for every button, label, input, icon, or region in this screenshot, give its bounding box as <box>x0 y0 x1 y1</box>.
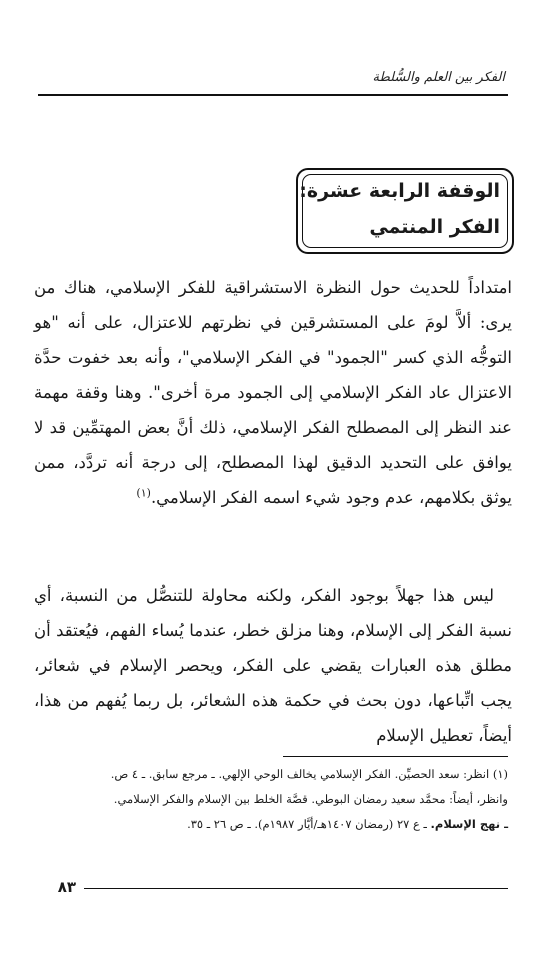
footnote-marker: (١) <box>136 486 151 500</box>
section-title-line2: الفكر المنتمي <box>369 216 500 238</box>
footnote-line-3 <box>36 812 508 836</box>
paragraph-1-text: امتداداً للحديث حول النظرة الاستشراقية للفكر الإسلامي، هناك من يرى: ألاَّ لومَ على المستشرقين في نظرتهم للاعتزال، على أنه "هو التوجُّه الذي كسر "الجمود" في الفكر الإسلامي"، وأنه بعد خفوت حدَّة الاعتزال عاد الفكر الإسلامي إلى الجمود مرة أخرى". وهنا وقفة مهمة عند النظر إلى المصطلح الفكر الإسلامي، ذلك أنَّ بعض المهتمِّين قد لا يوافق على التحديد الدقيق لهذا المصطلح، إلى درجة أنه تردَّد، ممن يوثق بكلامهم، عدم وجود شيء اسمه الفكر الإسلامي. <box>34 278 512 507</box>
paragraph-2-text: ليس هذا جهلاً بوجود الفكر، ولكنه محاولة للتنصُّل من النسبة، أي نسبة الفكر إلى الإسلام، وهنا مزلق خطر، عندما يُساء الفهم، فيُعتقد أن مطلق هذه العبارات يقضي على الفكر، ويحصر الإسلام في شعائر، يجب اتِّباعها، دون بحث في حكمة هذه الشعائر، بل ربما يُفهم من هذا، أيضاً، تعطيل الإسلام <box>34 586 512 745</box>
footnote-separator <box>283 756 508 757</box>
footnote-journal-name: ـ نهج الإسلام. <box>430 817 508 831</box>
footnote-line-2: وانظر، أيضاً: محمَّد سعيد رمضان البوطي. قصَّة الخلط بين الإسلام والفكر الإسلامي. <box>113 792 508 806</box>
body-paragraph-1 <box>34 270 512 515</box>
page-number: ٨٣ <box>57 878 76 896</box>
footnote-line-1: (١) انظر: سعد الحصيِّن. الفكر الإسلامي يخالف الوحي الإلهي. ـ مرجع سابق. ـ ٤ ص. <box>110 767 508 781</box>
section-title-box <box>296 168 514 254</box>
body-paragraph-2 <box>34 578 512 753</box>
footer-rule <box>84 888 508 889</box>
running-header-title: الفكر بين العلم والسُّلطة <box>372 70 505 85</box>
footnote-line-3-rest: ـ ع ٢٧ (رمضان ١٤٠٧هـ/أيَّار ١٩٨٧م). ـ ص ٢٦ ـ ٣٥. <box>187 817 431 831</box>
header-rule <box>38 94 508 96</box>
section-title-line1: الوقفة الرابعة عشرة: <box>299 180 500 202</box>
